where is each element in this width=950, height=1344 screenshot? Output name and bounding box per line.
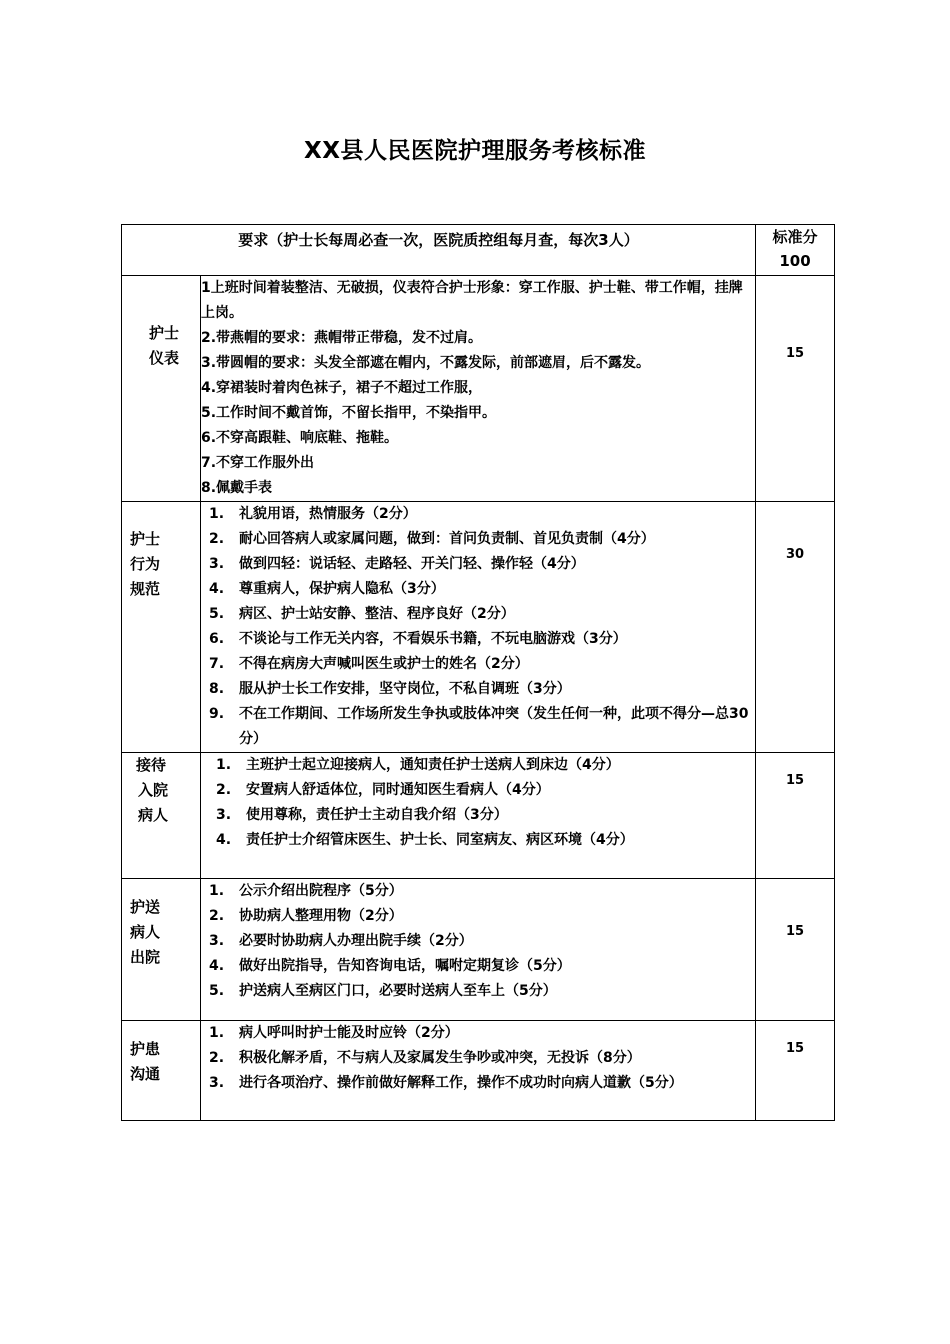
score-header-label: 标准分 — [772, 228, 818, 246]
category-cell — [122, 879, 201, 1021]
category-label: 出院 — [130, 948, 161, 966]
list-item: 3. 做到四轻：说话轻、走路轻、开关门轻、操作轻（4分） — [209, 556, 585, 572]
score-header — [756, 225, 835, 276]
score-cell: 15 — [756, 276, 835, 502]
category-label: 仪表 — [149, 349, 180, 367]
list-item: 2. 积极化解矛盾，不与病人及家属发生争吵或冲突，无投诉（8分） — [209, 1050, 641, 1066]
category-label: 沟通 — [130, 1065, 161, 1083]
list-item: 8. 服从护士长工作安排，坚守岗位，不私自调班（3分） — [209, 681, 571, 697]
list-item: 9. 不在工作期间、工作场所发生争执或肢体冲突（发生任何一种，此项不得分—总30分） — [209, 706, 749, 747]
list-item: 8.佩戴手表 — [201, 480, 273, 496]
table-row — [122, 753, 835, 879]
list-item: 1上班时间着装整洁、无破损，仪表符合护士形象：穿工作服、护士鞋、带工作帽，挂牌上岗。 — [201, 280, 743, 321]
list-item: 1. 礼貌用语，热情服务（2分） — [209, 506, 417, 522]
list-item: 4. 责任护士介绍管床医生、护士长、同室病友、病区环境（4分） — [216, 832, 634, 848]
assessment-table — [121, 224, 835, 1121]
list-item: 6.不穿高跟鞋、响底鞋、拖鞋。 — [201, 430, 399, 446]
list-item: 3. 必要时协助病人办理出院手续（2分） — [209, 933, 473, 949]
list-item: 4. 尊重病人，保护病人隐私（3分） — [209, 581, 445, 597]
document-title: XX县人民医院护理服务考核标准 — [304, 138, 646, 164]
list-item: 1. 病人呼叫时护士能及时应铃（2分） — [209, 1025, 459, 1041]
list-item: 2. 耐心回答病人或家属问题，做到：首问负责制、首见负责制（4分） — [209, 531, 655, 547]
list-item: 7.不穿工作服外出 — [201, 455, 315, 471]
list-item: 1. 主班护士起立迎接病人，通知责任护士送病人到床边（4分） — [216, 757, 620, 773]
table-row — [122, 502, 835, 753]
table-row — [122, 276, 835, 502]
list-item: 7. 不得在病房大声喊叫医生或护士的姓名（2分） — [209, 656, 529, 672]
list-item: 3. 进行各项治疗、操作前做好解释工作，操作不成功时向病人道歉（5分） — [209, 1075, 683, 1091]
list-item: 3.带圆帽的要求：头发全部遮在帽内，不露发际，前部遮眉，后不露发。 — [201, 355, 651, 371]
requirement-items — [201, 879, 756, 1021]
requirement-items — [201, 502, 756, 753]
requirement-header: 要求（护士长每周必查一次，医院质控组每月查，每次3人） — [122, 225, 756, 276]
score-header-total: 100 — [779, 252, 811, 270]
category-label: 规范 — [130, 580, 161, 598]
table-row — [122, 879, 835, 1021]
table-header-row — [122, 225, 835, 276]
category-label: 接待 — [136, 756, 167, 774]
list-item: 2.带燕帽的要求：燕帽带正带稳，发不过肩。 — [201, 330, 483, 346]
category-cell — [122, 1021, 201, 1121]
list-item: 5. 护送病人至病区门口，必要时送病人至车上（5分） — [209, 983, 557, 999]
score-cell: 15 — [756, 1021, 835, 1121]
list-item: 4. 做好出院指导，告知咨询电话，嘱咐定期复诊（5分） — [209, 958, 571, 974]
list-item: 4.穿裙装时着肉色袜子，裙子不超过工作服， — [201, 380, 483, 396]
category-cell — [122, 753, 201, 879]
category-label: 护士 — [149, 324, 180, 342]
requirement-items — [201, 276, 756, 502]
score-cell: 15 — [756, 753, 835, 879]
list-item: 2. 协助病人整理用物（2分） — [209, 908, 403, 924]
category-label: 入院 — [138, 781, 169, 799]
score-cell: 15 — [756, 879, 835, 1021]
requirement-items — [201, 753, 756, 879]
category-label: 护士 — [130, 530, 161, 548]
category-cell — [122, 502, 201, 753]
category-label: 行为 — [130, 555, 161, 573]
list-item: 1. 公示介绍出院程序（5分） — [209, 883, 403, 899]
category-cell — [122, 276, 201, 502]
list-item: 2. 安置病人舒适体位，同时通知医生看病人（4分） — [216, 782, 550, 798]
category-label: 病人 — [138, 806, 169, 824]
category-label: 护患 — [130, 1040, 161, 1058]
list-item: 5.工作时间不戴首饰，不留长指甲，不染指甲。 — [201, 405, 497, 421]
list-item: 6. 不谈论与工作无关内容，不看娱乐书籍，不玩电脑游戏（3分） — [209, 631, 627, 647]
score-cell: 30 — [756, 502, 835, 753]
list-item: 3. 使用尊称，责任护士主动自我介绍（3分） — [216, 807, 508, 823]
table-row — [122, 1021, 835, 1121]
category-label: 病人 — [130, 923, 161, 941]
list-item: 5. 病区、护士站安静、整洁、程序良好（2分） — [209, 606, 515, 622]
requirement-items — [201, 1021, 756, 1121]
category-label: 护送 — [130, 898, 161, 916]
